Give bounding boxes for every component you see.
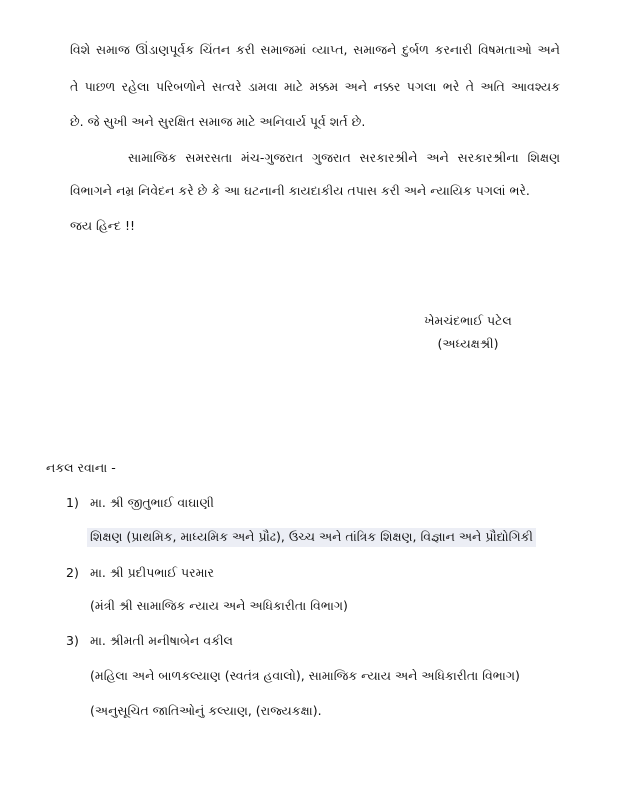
paragraph-2-line-2: વિભાગને નમ્ર નિવેદન કરે છે કે આ ઘટનાની કાયદાકીય તપાસ કરી અને ન્યાયિક પગલાં ભરે. (70, 183, 530, 198)
copy-item-1-name: મા. શ્રી જીતુભાઈ વાઘાણી (90, 495, 214, 510)
signatory-title: (અધ્યક્ષશ્રી) (437, 336, 499, 351)
copy-item-2-detail: (મંત્રી શ્રી સામાજિક ન્યાય અને અધિકારીતા વિભાગ) (90, 598, 348, 613)
copy-item-1-detail-text: શિક્ષણ (પ્રાથમિક, માધ્યમિક અને પ્રૌઢ), ઉચ્ચ અને તાંત્રિક શિક્ષણ, વિજ્ઞાન અને પ્રૌદ્યોગિકી (87, 528, 536, 547)
closing-text: જય હિન્દ !! (70, 218, 135, 233)
copy-item-1-detail (87, 529, 536, 545)
signatory-name: ખેમચંદભાઈ પટેલ (424, 313, 512, 328)
paragraph-1-line-1: વિશે સમાજ ઊંડાણપૂર્વક ચિંતન કરી સમાજમાં વ્યાપ્ત, સમાજને દુર્બળ કરનારી વિષમતાઓ અને (70, 42, 560, 57)
copy-item-3-number: 3) (66, 633, 79, 648)
copy-item-2-name: મા. શ્રી પ્રદીપભાઈ પરમાર (90, 565, 214, 580)
copy-item-3-detail-2: (અનુસૂચિત જાતિઓનું કલ્યાણ, (રાજ્યકક્ષા). (90, 703, 322, 718)
paragraph-1-line-2: તે પાછળ રહેલા પરિબળોને સત્વરે ડામવા માટે મક્કમ અને નક્કર પગલા ભરે તે અતિ આવશ્યક (70, 79, 560, 94)
paragraph-1-line-3: છે. જે સુખી અને સુરક્ષિત સમાજ માટે અનિવાર્ય પૂર્વ શર્ત છે. (70, 114, 366, 129)
copies-heading: નકલ રવાના - (46, 460, 116, 475)
copy-item-3-detail-1: (મહિલા અને બાળકલ્યાણ (સ્વતંત્ર હવાલો), સામાજિક ન્યાય અને અધિકારીતા વિભાગ) (90, 668, 520, 683)
copy-item-2-number: 2) (66, 565, 79, 580)
copy-item-1-number: 1) (66, 495, 79, 510)
paragraph-2-line-1: સામાજિક સમરસતા મંચ-ગુજરાત ગુજરાત સરકારશ્રીને અને સરકારશ્રીના શિક્ષણ (128, 150, 560, 165)
copy-item-3-name: મા. શ્રીમતી મનીષાબેન વકીલ (90, 633, 233, 648)
